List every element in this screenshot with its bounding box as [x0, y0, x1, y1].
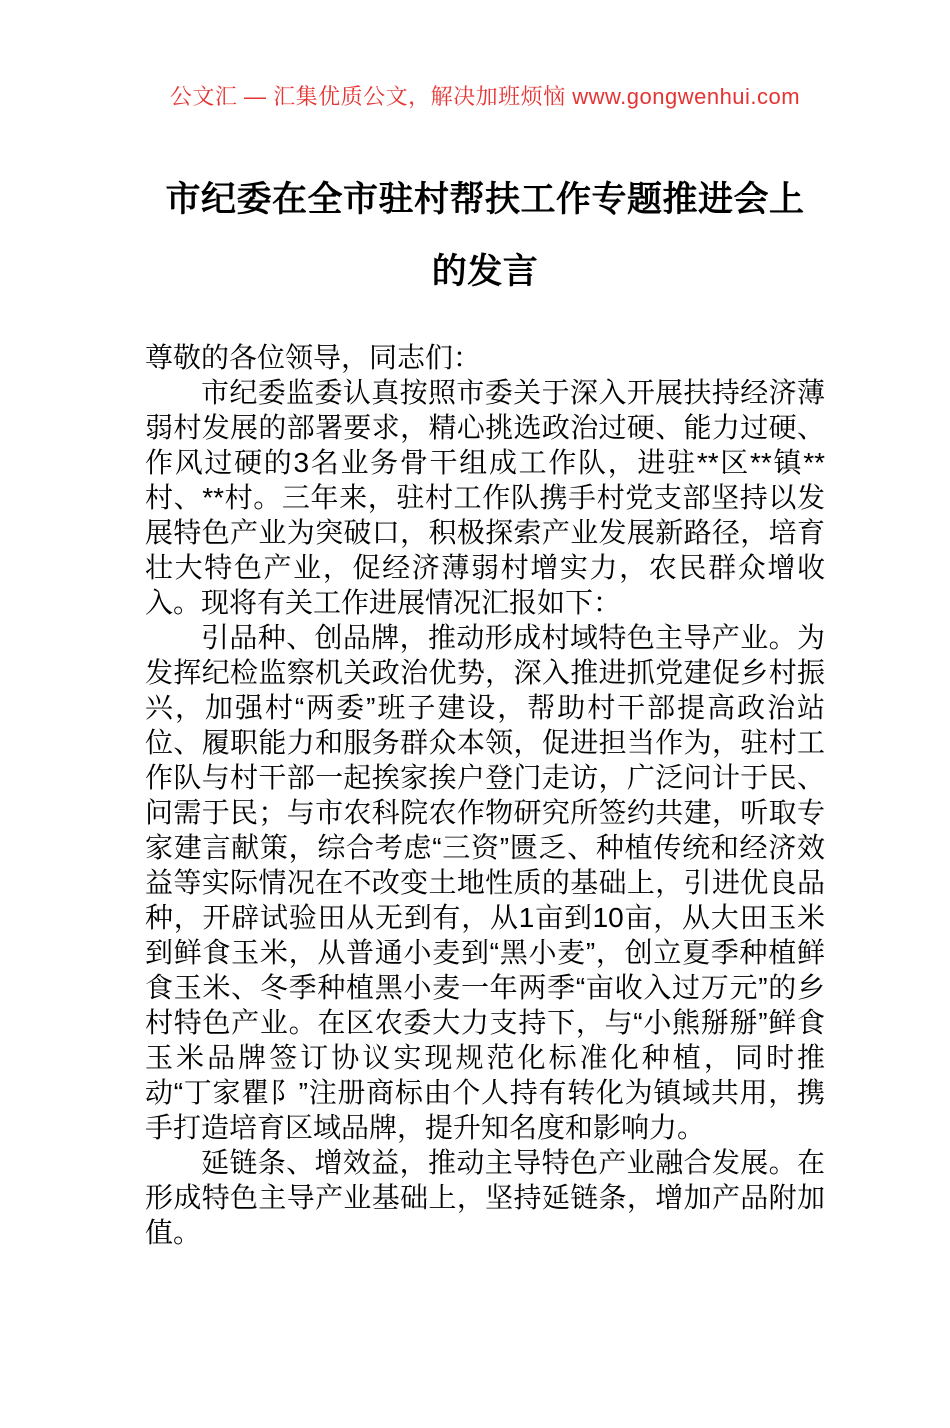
salutation: 尊敬的各位领导，同志们：	[145, 342, 482, 373]
paragraph-2: 引品种、创品牌，推动形成村域特色主导产业。为发挥纪检监察机关政治优势，深入推进抓党建促乡村振兴，加强村“两委”班子建设，帮助村干部提高政治站位、履职能力和服务群众本领，促进担当作为，驻村工作队与村干部一起挨家挨户登门走访，广泛问计于民、问需于民；与市农科院农作物研究所签约共建，听取专家建言献策，综合考虑“三资”匮乏、种植传统和经济效益等实际情况在不改变土地性质的基础上，引进优良品种，开辟试验田从无到有，从1亩到10亩，从大田玉米到鲜食玉米，从普通小麦到“黑小麦”，创立夏季种植鲜食玉米、冬季种植黑小麦一年两季“亩收入过万元”的乡村特色产业。在区农委大力支持下，与“小熊掰掰”鲜食玉米品牌签订协议实现规范化标准化种植，同时推动“丁家瞿阝”注册商标由个人持有转化为镇域共用，携手打造培育区域品牌，提升知名度和影响力。	[145, 622, 825, 1143]
document-title	[145, 164, 825, 308]
paragraph-3: 延链条、增效益，推动主导特色产业融合发展。在形成特色主导产业基础上，坚持延链条，增加产品附加值。	[145, 1147, 825, 1248]
site-watermark: 公文汇 — 汇集优质公文，解决加班烦恼 www.gongwenhui.com	[169, 84, 801, 109]
document-page	[0, 84, 950, 1428]
document-title-line-1: 市纪委在全市驻村帮扶工作专题推进会上	[165, 180, 805, 219]
document-content	[0, 84, 950, 1250]
paragraph-1: 市纪委监委认真按照市委关于深入开展扶持经济薄弱村发展的部署要求，精心挑选政治过硬、能力过硬、作风过硬的3名业务骨干组成工作队，进驻**区**镇**村、**村。三年来，驻村工作队携手村党支部坚持以发展特色产业为突破口，积极探索产业发展新路径，培育壮大特色产业，促经济薄弱村增实力，农民群众增收入。现将有关工作进展情况汇报如下：	[145, 377, 825, 618]
document-title-line-2: 的发言	[431, 252, 539, 291]
document-body	[145, 340, 825, 1250]
